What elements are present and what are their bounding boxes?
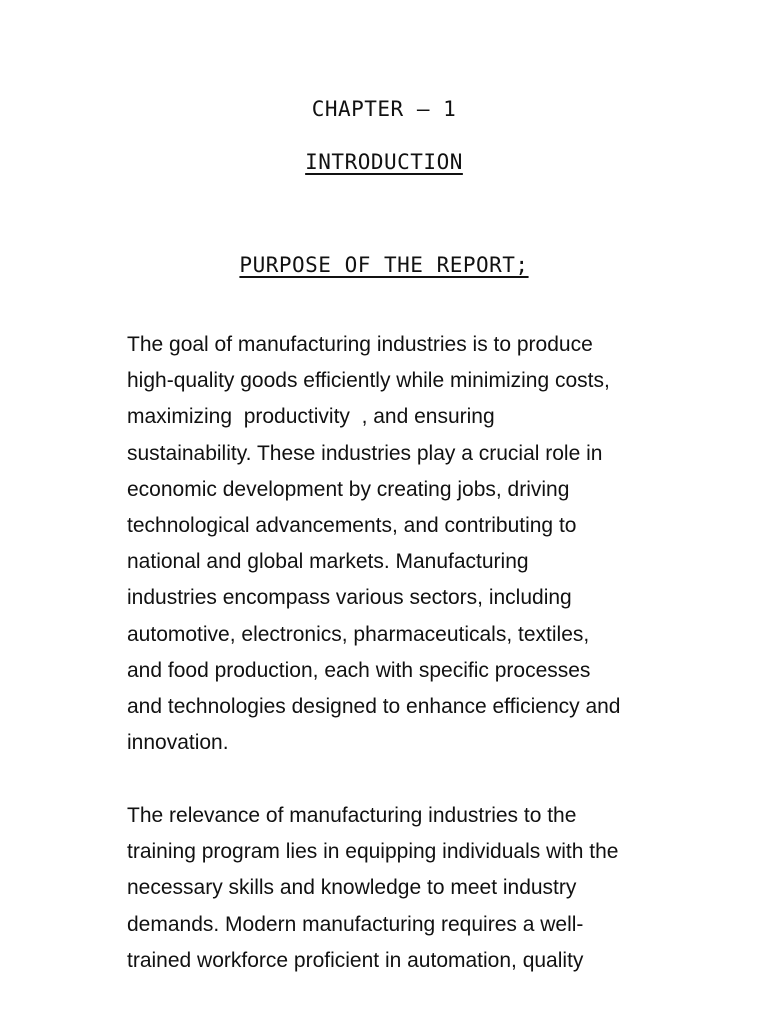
paragraph-line: and technologies designed to enhance efficiency and (127, 695, 621, 719)
paragraph-line: high-quality goods efficiently while minimizing costs, (127, 369, 610, 393)
paragraph-relevance (127, 798, 687, 979)
paragraph-line: training program lies in equipping individuals with the (127, 840, 619, 864)
paragraph-line: automotive, electronics, pharmaceuticals, textiles, (127, 622, 590, 646)
paragraph-line: industries encompass various sectors, including (127, 586, 572, 610)
paragraph-line: economic development by creating jobs, driving (127, 477, 570, 501)
paragraph-line: necessary skills and knowledge to meet industry (127, 876, 577, 900)
paragraph-purpose (127, 327, 687, 761)
chapter-title: INTRODUCTION (305, 150, 463, 174)
paragraph-line: trained workforce proficient in automation, quality (127, 948, 584, 972)
section-heading: PURPOSE OF THE REPORT; (239, 253, 529, 277)
paragraph-line: maximizing productivity , and ensuring (127, 405, 495, 429)
chapter-heading: CHAPTER – 1 (311, 97, 457, 121)
paragraph-line: The relevance of manufacturing industries to the (127, 804, 577, 827)
paragraph-line: and food production, each with specific processes (127, 658, 591, 682)
paragraph-line: innovation. (127, 731, 229, 755)
paragraph-line: The goal of manufacturing industries is to produce (127, 333, 593, 356)
paragraph-line: sustainability. These industries play a crucial role in (127, 441, 603, 465)
paragraph-line: national and global markets. Manufacturing (127, 550, 529, 574)
paragraph-line: demands. Modern manufacturing requires a well- (127, 912, 584, 936)
paragraph-line: technological advancements, and contributing to (127, 514, 577, 538)
